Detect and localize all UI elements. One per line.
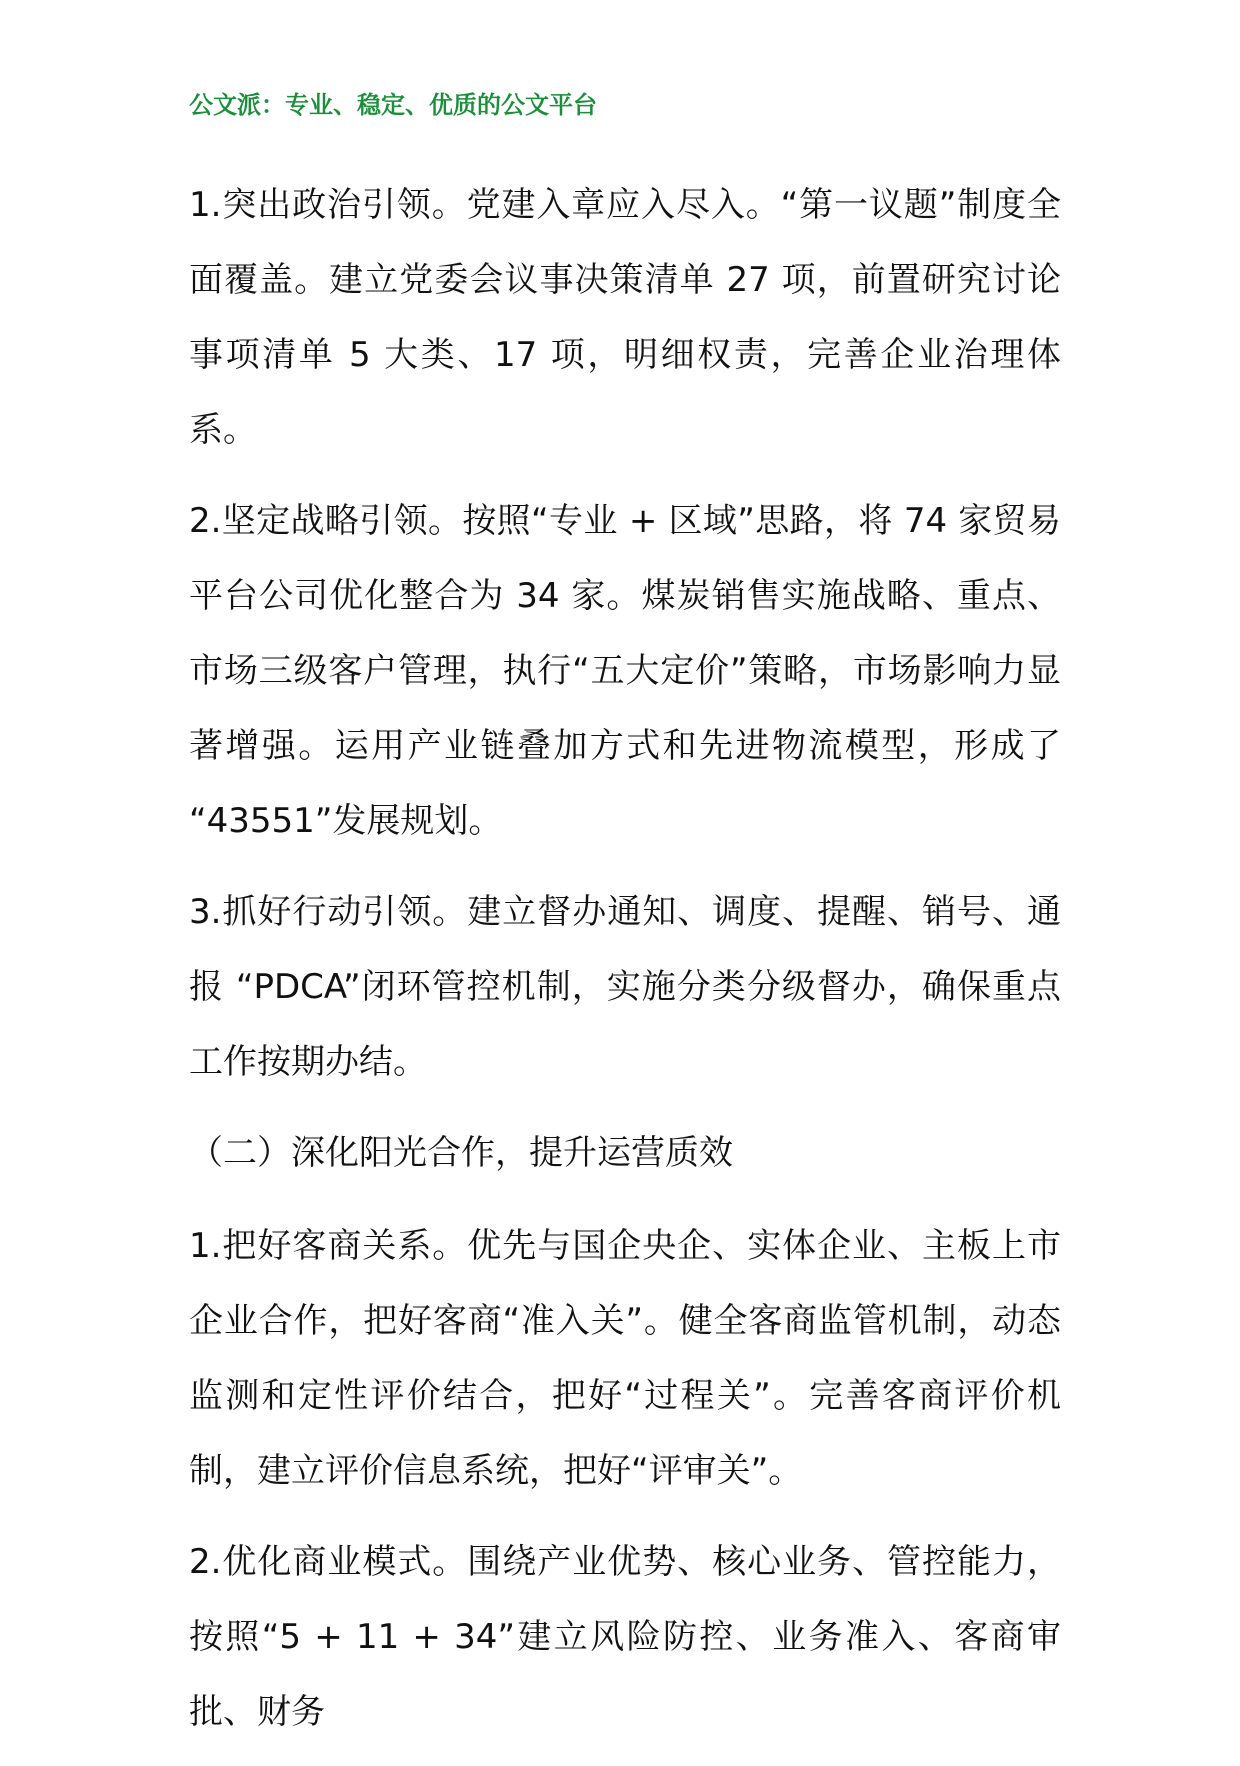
header-banner: 公文派：专业、稳定、优质的公文平台 bbox=[189, 91, 597, 119]
document-body bbox=[189, 168, 1061, 1766]
paragraph-action-guidance: 3.抓好行动引领。建立督办通知、调度、提醒、销号、通报 “PDCA”闭环管控机制，实施分类分级督办，确保重点工作按期办结。 bbox=[189, 892, 1061, 1082]
section-heading: （二）深化阳光合作，提升运营质效 bbox=[189, 1133, 733, 1173]
paragraph-strategic-guidance: 2.坚定战略引领。按照“专业 + 区域”思路，将 74 家贸易平台公司优化整合为 34 家。煤炭销售实施战略、重点、市场三级客户管理，执行“五大定价”策略，市场影响力显著增强。运用产业链叠加方式和先进物流模型，形成了 “43551”发展规划。 bbox=[189, 501, 1061, 841]
paragraph-business-model: 2.优化商业模式。围绕产业优势、核心业务、管控能力，按照“5 + 11 + 34”建立风险防控、业务准入、客商审批、财务 bbox=[189, 1542, 1061, 1732]
paragraph-client-relations: 1.把好客商关系。优先与国企央企、实体企业、主板上市企业合作，把好客商“准入关”。健全客商监管机制，动态监测和定性评价结合，把好“过程关”。完善客商评价机制，建立评价信息系统，把好“评审关”。 bbox=[189, 1226, 1061, 1491]
paragraph-political-guidance: 1.突出政治引领。党建入章应入尽入。“第一议题”制度全面覆盖。建立党委会议事决策清单 27 项，前置研究讨论事项清单 5 大类、17 项，明细权责，完善企业治理体系。 bbox=[189, 185, 1061, 450]
